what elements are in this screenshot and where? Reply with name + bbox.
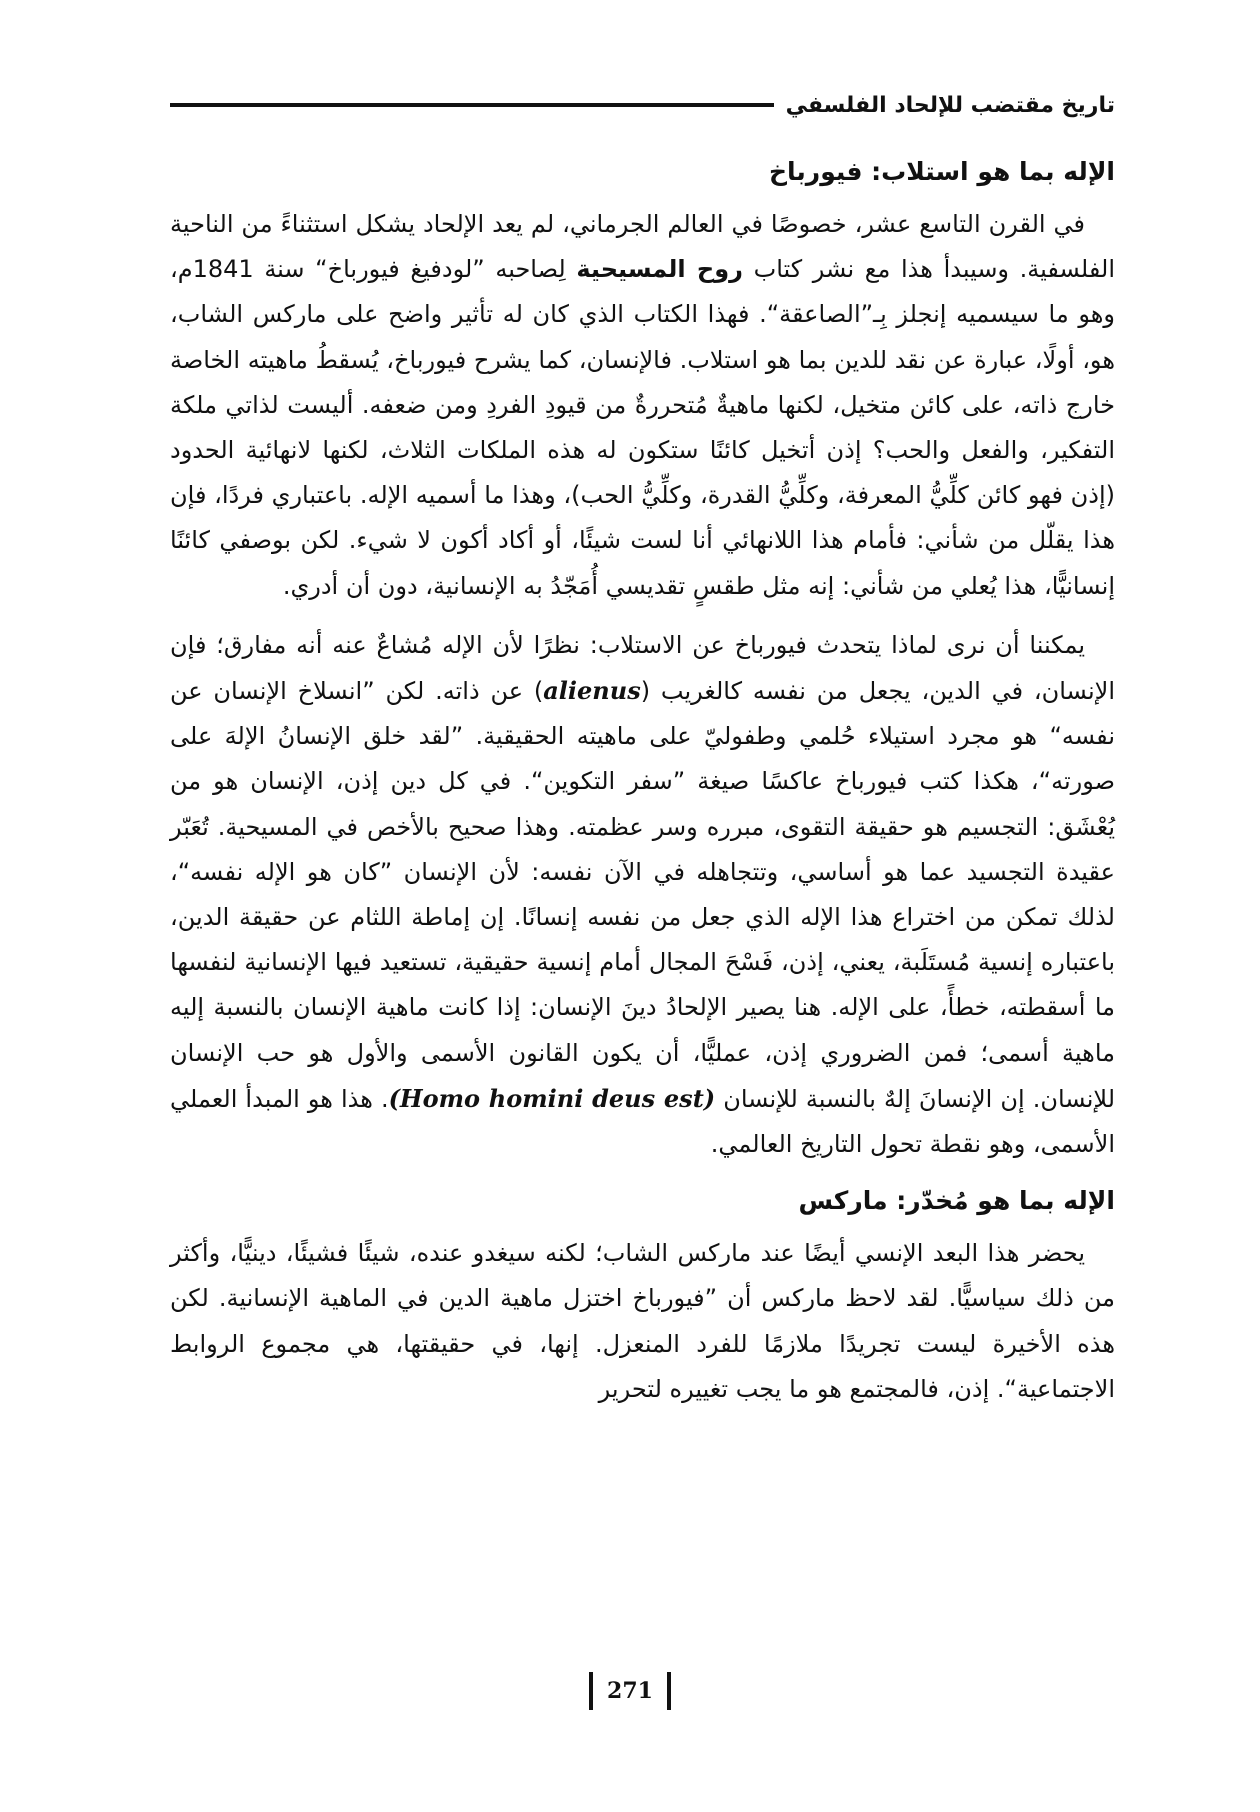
paragraph: يحضر هذا البعد الإنسي أيضًا عند ماركس الشاب؛ لكنه سيغدو عنده، شيئًا فشيئًا، دينيًّا، وأكثر من ذلك سياسيًّا. لقد لاحظ ماركس أن ”فيورباخ اختزل ماهية الدين في الماهية الإنسانية. لكن هذه الأخيرة ليست تجريدًا ملازمًا للفرد المنعزل. إنها، في حقيقتها، هي مجموع الروابط الاجتماعية“. إذن، فالمجتمع هو ما يجب تغييره لتحرير [170,1239,1115,1403]
section-heading-marx: الإله بما هو مُخدّر: ماركس [798,1186,1115,1216]
header-rule [170,103,774,107]
page-number-bar [589,1672,593,1710]
text-run: لِصاحبه ”لودفيغ فيورباخ“ سنة 1841م، وهو ما سيسميه إنجلز بِـ”الصاعقة“. فهذا الكتاب الذي كان له تأثير واضح على ماركس الشاب، هو، أولًا، عبارة عن نقد للدين بما هو استلاب. فالإنسان، كما يشرح فيورباخ، يُسقطُ ماهيته الخاصة خارج ذاته، على كائن متخيل، لكنها ماهيةٌ مُتحررةٌ من قيودِ الفردِ ومن ضعفه. أليست لذاتي ملكة التفكير، والفعل والحب؟ إذن أتخيل كائنًا ستكون له هذه الملكات الثلاث، لكنها لانهائية الحدود (إذن فهو كائن كلِّيُّ المعرفة، وكلِّيُّ القدرة، وكلِّيُّ الحب)، وهذا ما أسميه الإله. باعتباري فردًا، فإن هذا يقلّل من شأني: فأمام هذا اللانهائي أنا لست شيئًا، أو أكاد أكون لا شيء. لكن بوصفي كائنًا إنسانيًّا، هذا يُعلي من شأني: إنه مثل طقسٍ تقديسي أُمَجّدُ به الإنسانية، دون أن أدري. [170,255,1115,600]
running-header-title: تاريخ مقتضب للإلحاد الفلسفي [785,92,1115,118]
page-number-value: 271 [607,1678,653,1704]
latin-term: alienus [543,676,641,706]
text-run: يمكننا أن نرى لماذا يتحدث فيورباخ عن الاستلاب: نظرًا لأن الإله مُشاعٌ عنه أنه مفارق؛ فإن الإنسان، في الدين، يجعل من نفسه كالغريب ( [170,630,1115,706]
text-run: ) عن ذاته. لكن ”انسلاخ الإنسان عن نفسه“ هو مجرد استيلاء حُلمي وطفوليّ على ماهيته الحقيقية. ”لقد خلق الإنسانُ الإلهَ على صورته“، هكذا كتب فيورباخ عاكسًا صيغة ”سفر التكوين“. في كل دين إذن، الإنسان هو من يُعْشَق: التجسيم هو حقيقة التقوى، مبرره وسر عظمته. وهذا صحيح بالأخص في المسيحية. تُعَبّر عقيدة التجسيد عما هو أساسي، وتتجاهله في الآن نفسه: لأن الإنسان ”كان هو الإله نفسه“، لذلك تمكن من اختراع هذا الإله الذي جعل من نفسه إنسانًا. إن إماطة اللثام عن حقيقة الدين، باعتباره إنسية مُستَلَبة، يعني، إذن، فَسْحَ المجال أمام إنسية حقيقية، تستعيد فيها الإنسانية لنفسها ما أسقطته، خطأً، على الإله. هنا يصير الإلحادُ دينَ الإنسان: إذا كانت ماهية الإنسان بالنسبة إليه ماهية أسمى؛ فمن الضروري إذن، عمليًّا، أن يكون القانون الأسمى والأول هو حب الإنسان للإنسان. إن الإنسانَ إلهٌ بالنسبة للإنسان [170,677,1116,1113]
running-header [170,80,1115,130]
section-heading-feuerbach: الإله بما هو استلاب: فيورباخ [769,157,1115,186]
paragraph [170,623,1115,1167]
text-run: . هذا هو المبدأ العملي الأسمى، وهو نقطة تحول التاريخ العالمي. [170,1084,1115,1159]
paragraph [170,202,1115,609]
page-number [0,1672,1260,1710]
text-run: في القرن التاسع عشر، خصوصًا في العالم الجرماني، لم يعد الإلحاد يشكل استثناءً من الناحية الفلسفية. وسيبدأ هذا مع نشر كتاب [170,210,1115,284]
body-text [170,152,1115,1426]
bold-term: روح المسيحية [576,255,743,284]
page-number-bar [667,1672,671,1710]
latin-quote: (Homo homini deus est) [388,1083,716,1113]
